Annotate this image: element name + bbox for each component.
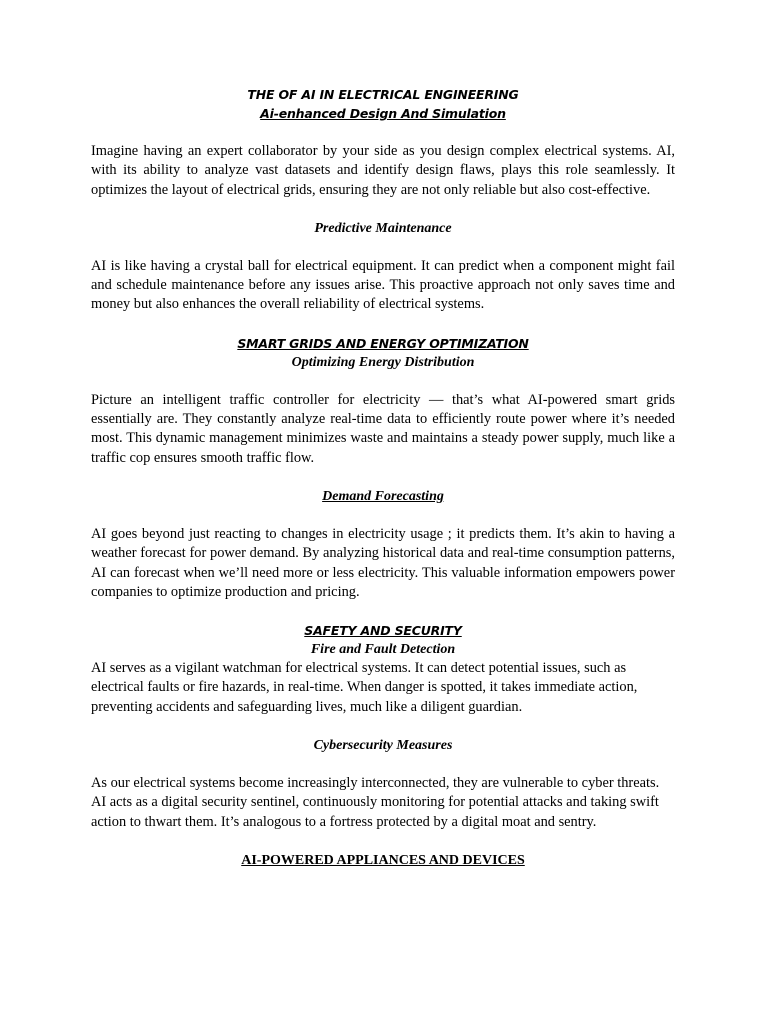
cybersecurity-paragraph: As our electrical systems become increasingly interconnected, they are vulnerable to cyber threats. AI acts as a digital security sentinel, continuously monitoring for potential attacks and taking swift action to thwart them. It’s analogous to a fortress protected by a digital moat and sentry. xyxy=(91,775,660,830)
maintenance-heading: Predictive Maintenance xyxy=(314,220,452,236)
energy-distribution-subheading: Optimizing Energy Distribution xyxy=(291,354,475,370)
document-title: THE OF AI IN ELECTRICAL ENGINEERING xyxy=(247,87,519,102)
smart-grids-paragraph: Picture an intelligent traffic controller for electricity — that’s what AI-powered smart grids essentially are. They constantly analyze real-time data to efficiently route power where it’s needed most. This dynamic management minimizes waste and maintains a steady power supply, much like a traffic cop ensures smooth traffic flow. xyxy=(91,391,675,466)
design-paragraph: Imagine having an expert collaborator by your side as you design complex electrical systems. AI, with its ability to analyze vast datasets and identify design flaws, plays this role seamlessly. It optimizes the layout of electrical grids, ensuring they are not only reliable but also cost-effective. xyxy=(91,143,675,198)
maintenance-paragraph: AI is like having a crystal ball for electrical equipment. It can predict when a component might fail and schedule maintenance before any issues arise. This proactive approach not only saves time and money but also enhances the overall reliability of electrical systems. xyxy=(91,257,675,313)
safety-heading: SAFETY AND SECURITY xyxy=(304,623,462,639)
forecasting-paragraph: AI goes beyond just reacting to changes in electricity usage ; it predicts them. It’s akin to having a weather forecast for power demand. By analyzing historical data and real-time consumption patterns, AI can forecast when we’ll need more or less electricity. This valuable information empowers power companies to optimize production and pricing. xyxy=(91,525,675,600)
appliances-heading: AI-POWERED APPLIANCES AND DEVICES xyxy=(241,852,525,868)
safety-paragraph: AI serves as a vigilant watchman for electrical systems. It can detect potential issues, such as electrical faults or fire hazards, in real-time. When danger is spotted, it takes immediate action, preventing accidents and safeguarding lives, much like a diligent guardian. xyxy=(91,660,638,715)
cybersecurity-heading: Cybersecurity Measures xyxy=(313,738,453,754)
design-heading: Ai-enhanced Design And Simulation xyxy=(260,106,506,121)
forecasting-heading: Demand Forecasting xyxy=(322,488,444,504)
fault-detection-subheading: Fire and Fault Detection xyxy=(310,642,456,658)
smart-grids-heading: SMART GRIDS AND ENERGY OPTIMIZATION xyxy=(237,335,529,351)
document-page xyxy=(91,85,675,870)
